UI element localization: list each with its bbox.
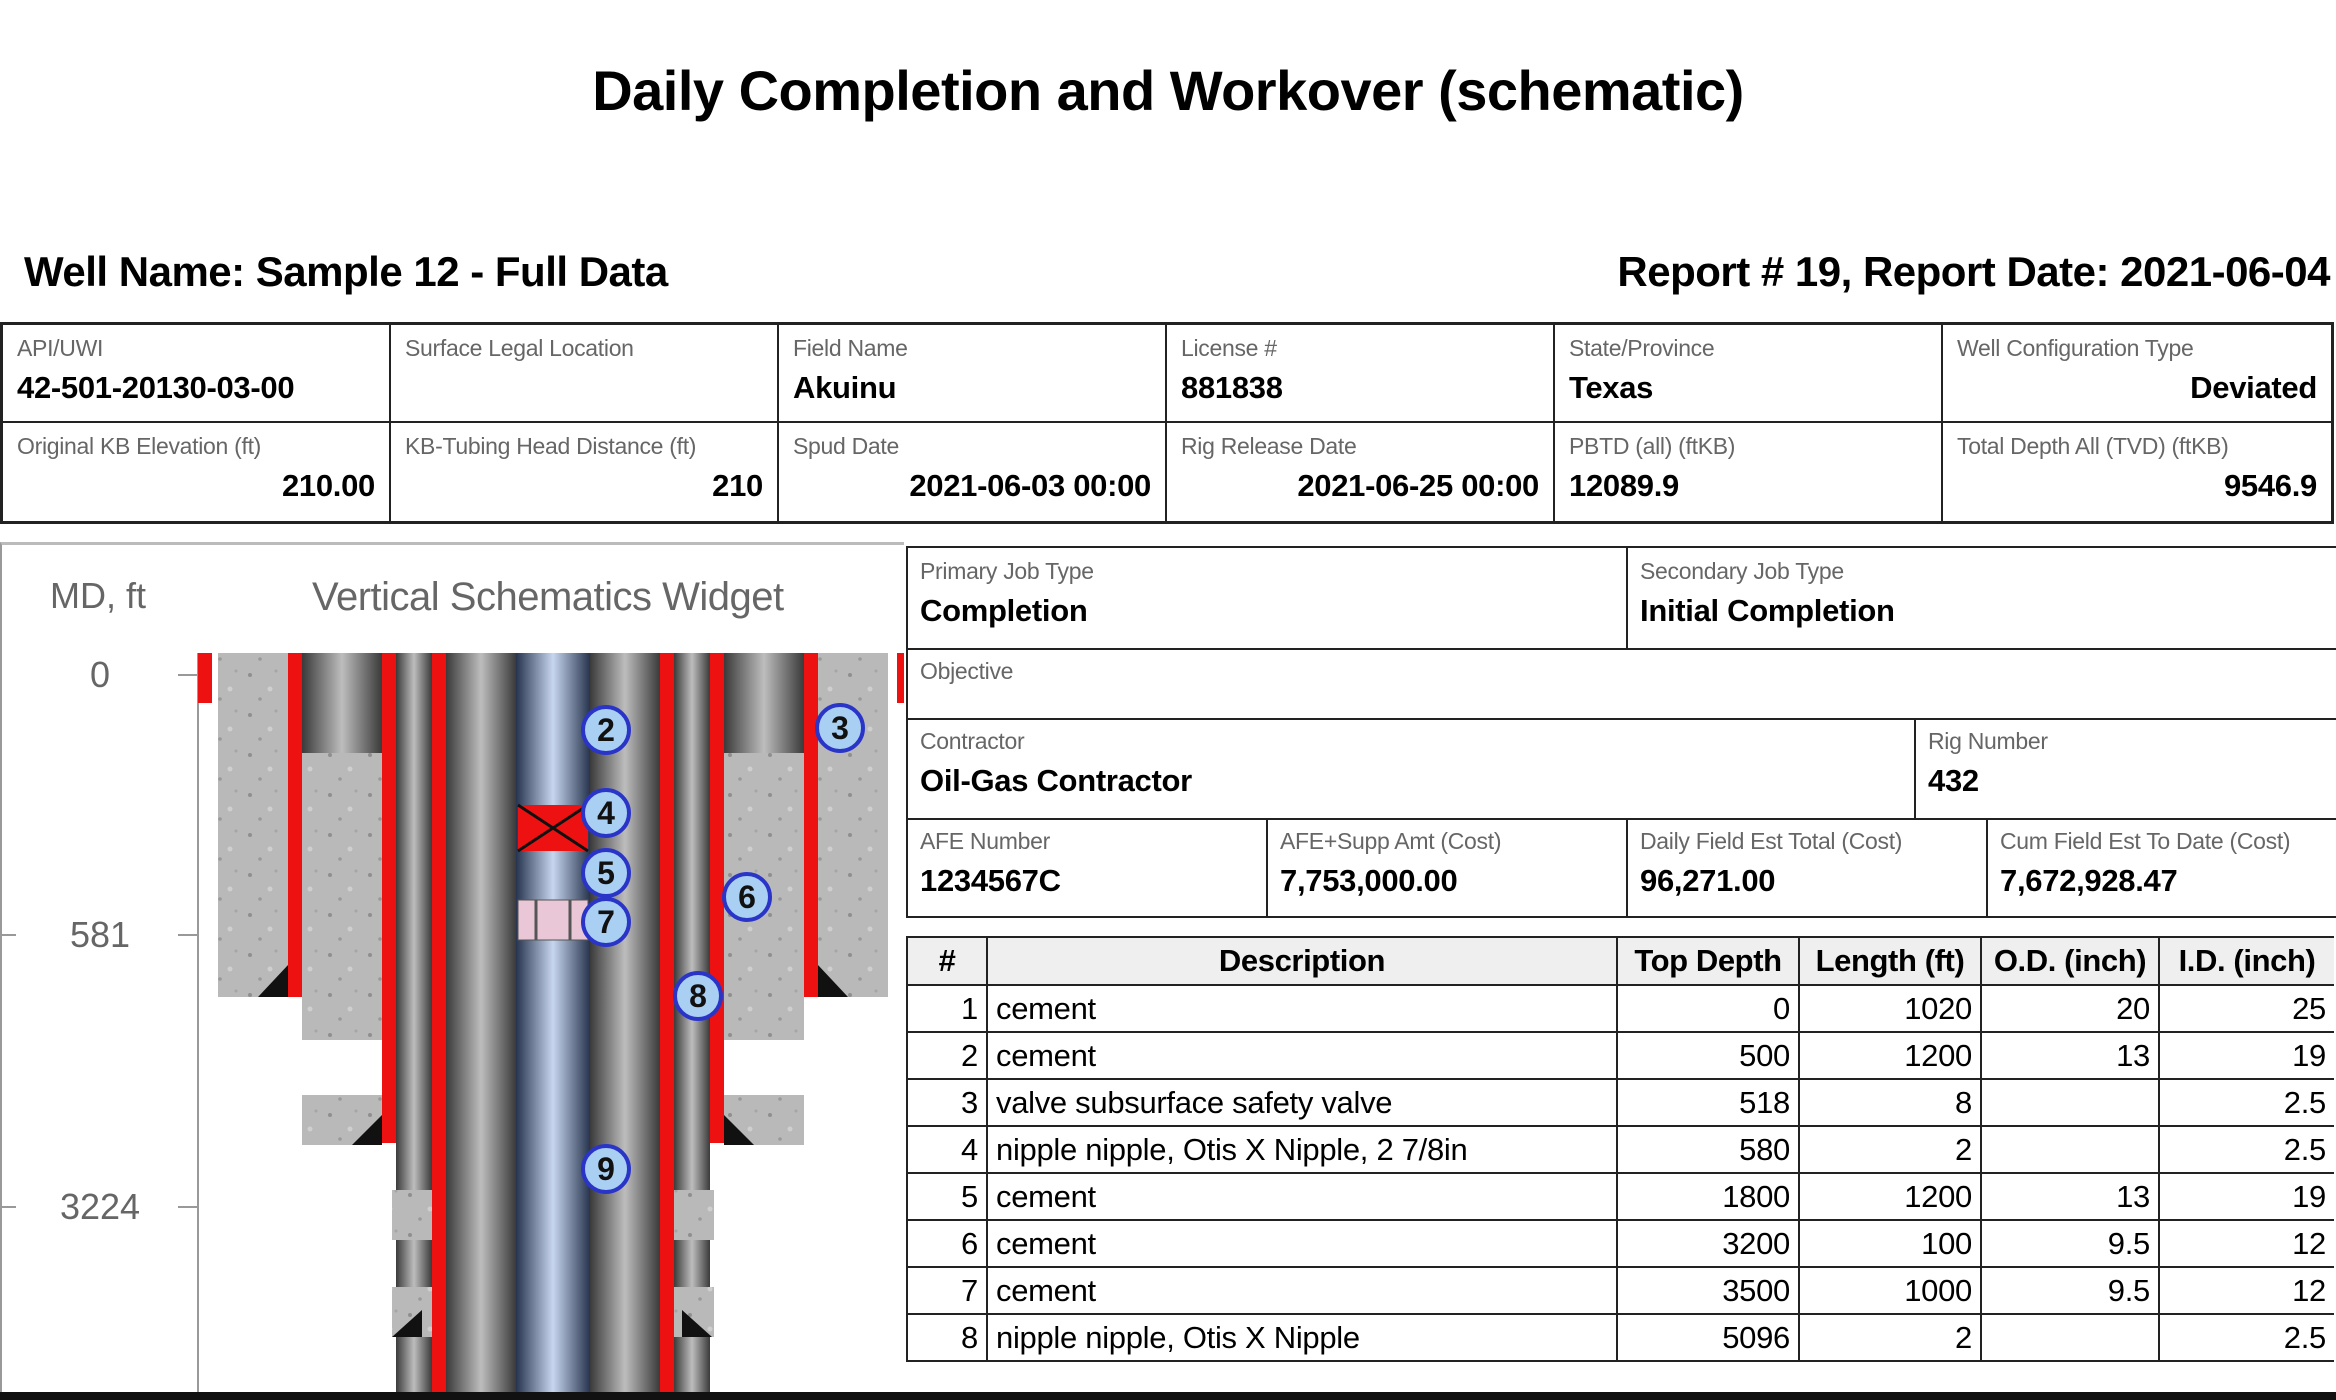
table-cell: 2 bbox=[1799, 1314, 1981, 1361]
header-cell-value: Deviated bbox=[2190, 370, 2317, 405]
conductor-top-right bbox=[897, 653, 904, 703]
header-cell-field-name bbox=[779, 325, 1167, 423]
header-cell-label: API/UWI bbox=[17, 335, 104, 361]
table-header-cell: Description bbox=[987, 937, 1617, 985]
table-cell: 4 bbox=[907, 1126, 987, 1173]
svg-text:5: 5 bbox=[597, 855, 615, 891]
table-cell: 1800 bbox=[1617, 1173, 1799, 1220]
well-name: Well Name: Sample 12 - Full Data bbox=[24, 248, 668, 295]
table-cell: 20 bbox=[1981, 985, 2159, 1032]
table-cell: 2 bbox=[907, 1032, 987, 1079]
job-info-panel bbox=[906, 546, 2336, 918]
schematic-marker-4 bbox=[583, 790, 629, 836]
afe-supp-label: AFE+Supp Amt (Cost) bbox=[1280, 828, 1502, 854]
schematic-marker-8 bbox=[675, 973, 721, 1019]
wellbore-schematic bbox=[2, 545, 904, 1400]
header-cell-value: 881838 bbox=[1181, 370, 1283, 405]
table-cell: valve subsurface safety valve bbox=[987, 1079, 1617, 1126]
page-bottom-rule bbox=[0, 1392, 2336, 1400]
svg-text:8: 8 bbox=[689, 978, 707, 1014]
table-cell: 12 bbox=[2159, 1220, 2334, 1267]
tubing-string bbox=[516, 653, 590, 1400]
table-cell: 13 bbox=[1981, 1173, 2159, 1220]
svg-text:7: 7 bbox=[597, 904, 615, 940]
report-title: Daily Completion and Workover (schematic) bbox=[592, 59, 1744, 122]
svg-text:2: 2 bbox=[597, 712, 615, 748]
table-header-cell: Top Depth bbox=[1617, 937, 1799, 985]
table-cell: 13 bbox=[1981, 1032, 2159, 1079]
header-cell-spud-date bbox=[779, 423, 1167, 521]
vertical-schematics-widget bbox=[0, 542, 904, 1400]
header-cell-label: State/Province bbox=[1569, 335, 1715, 361]
table-cell: 7 bbox=[907, 1267, 987, 1314]
header-cell-value: 42-501-20130-03-00 bbox=[17, 370, 295, 405]
depth-tick-label: 581 bbox=[69, 914, 131, 955]
table-cell: cement bbox=[987, 1220, 1617, 1267]
table-row bbox=[907, 1079, 2334, 1126]
schematic-marker-3 bbox=[817, 705, 863, 751]
table-cell: nipple nipple, Otis X Nipple, 2 7/8in bbox=[987, 1126, 1617, 1173]
table-cell: cement bbox=[987, 1267, 1617, 1314]
schematic-marker-9 bbox=[583, 1146, 629, 1192]
header-cell-api-uwi bbox=[3, 325, 391, 423]
cum-field-est-label: Cum Field Est To Date (Cost) bbox=[2000, 828, 2291, 854]
header-cell-surface-legal-location bbox=[391, 325, 779, 423]
table-cell: nipple nipple, Otis X Nipple bbox=[987, 1314, 1617, 1361]
md-axis-label: MD, ft bbox=[50, 575, 146, 616]
well-header-grid bbox=[0, 322, 2334, 524]
table-row bbox=[907, 1267, 2334, 1314]
table-cell: 100 bbox=[1799, 1220, 1981, 1267]
outer-cement-right bbox=[818, 653, 888, 997]
table-cell: 500 bbox=[1617, 1032, 1799, 1079]
table-cell: 9.5 bbox=[1981, 1267, 2159, 1314]
afe-number-value: 1234567C bbox=[920, 863, 1061, 898]
table-cell: cement bbox=[987, 1032, 1617, 1079]
table-header-cell: # bbox=[907, 937, 987, 985]
afe-supp-value: 7,753,000.00 bbox=[1280, 863, 1458, 898]
svg-text:4: 4 bbox=[597, 795, 615, 831]
table-row bbox=[907, 1173, 2334, 1220]
table-cell bbox=[1981, 1126, 2159, 1173]
components-table bbox=[906, 936, 2334, 1362]
table-row bbox=[907, 1126, 2334, 1173]
svg-text:6: 6 bbox=[738, 879, 756, 915]
header-cell-kb-tubing-head-distance-ft bbox=[391, 423, 779, 521]
header-cell-license bbox=[1167, 325, 1555, 423]
contractor-value: Oil-Gas Contractor bbox=[920, 763, 1192, 798]
header-cell-original-kb-elevation-ft bbox=[3, 423, 391, 521]
header-cell-rig-release-date bbox=[1167, 423, 1555, 521]
table-cell bbox=[1981, 1079, 2159, 1126]
daily-field-est-label: Daily Field Est Total (Cost) bbox=[1640, 828, 1903, 854]
intermediate-cement-left bbox=[302, 750, 382, 1040]
nipple bbox=[518, 900, 588, 940]
table-cell: 19 bbox=[2159, 1173, 2334, 1220]
header-cell-value: Texas bbox=[1569, 370, 1654, 405]
schematic-marker-2 bbox=[583, 707, 629, 753]
header-cell-value: 12089.9 bbox=[1569, 468, 1679, 503]
header-cell-value: 2021-06-25 00:00 bbox=[1297, 468, 1539, 503]
header-cell-value: 2021-06-03 00:00 bbox=[909, 468, 1151, 503]
daily-field-est-value: 96,271.00 bbox=[1640, 863, 1776, 898]
secondary-job-type-value: Initial Completion bbox=[1640, 593, 1895, 628]
primary-job-type-value: Completion bbox=[920, 593, 1088, 628]
table-cell: 6 bbox=[907, 1220, 987, 1267]
depth-tick-label: 0 bbox=[89, 654, 111, 695]
header-cell-label: PBTD (all) (ftKB) bbox=[1569, 433, 1736, 459]
table-cell: 1200 bbox=[1799, 1173, 1981, 1220]
table-row bbox=[907, 1032, 2334, 1079]
conductor-top-left bbox=[198, 653, 212, 703]
schematic-marker-5 bbox=[583, 850, 629, 896]
table-cell: 2 bbox=[1799, 1126, 1981, 1173]
table-cell: 19 bbox=[2159, 1032, 2334, 1079]
table-cell: 8 bbox=[1799, 1079, 1981, 1126]
objective-label: Objective bbox=[920, 658, 1014, 684]
table-cell: 3200 bbox=[1617, 1220, 1799, 1267]
rig-number-label: Rig Number bbox=[1928, 728, 2048, 754]
header-cell-label: Total Depth All (TVD) (ftKB) bbox=[1957, 433, 2229, 459]
table-cell: 2.5 bbox=[2159, 1314, 2334, 1361]
cum-field-est-value: 7,672,928.47 bbox=[2000, 863, 2178, 898]
header-cell-value: 210.00 bbox=[281, 468, 375, 503]
table-cell: 580 bbox=[1617, 1126, 1799, 1173]
header-cell-label: Field Name bbox=[793, 335, 908, 361]
header-cell-label: KB-Tubing Head Distance (ft) bbox=[405, 433, 697, 459]
table-header-cell: O.D. (inch) bbox=[1981, 937, 2159, 985]
table-header-cell: Length (ft) bbox=[1799, 937, 1981, 985]
schematic-title: Vertical Schematics Widget bbox=[312, 575, 784, 619]
header-cell-total-depth-all-tvd-ftkb bbox=[1943, 423, 2331, 521]
header-cell-well-configuration-type bbox=[1943, 325, 2331, 423]
table-cell: 8 bbox=[907, 1314, 987, 1361]
table-cell: 0 bbox=[1617, 985, 1799, 1032]
schematic-marker-6 bbox=[724, 874, 770, 920]
table-row bbox=[907, 1220, 2334, 1267]
rig-number-value: 432 bbox=[1928, 763, 1979, 798]
header-cell-value: Akuinu bbox=[793, 370, 897, 405]
primary-job-type-label: Primary Job Type bbox=[920, 558, 1094, 584]
table-cell: 25 bbox=[2159, 985, 2334, 1032]
secondary-job-type-label: Secondary Job Type bbox=[1640, 558, 1844, 584]
table-cell: 1 bbox=[907, 985, 987, 1032]
table-cell: 2.5 bbox=[2159, 1079, 2334, 1126]
header-cell-label: Spud Date bbox=[793, 433, 899, 459]
header-cell-label: License # bbox=[1181, 335, 1277, 361]
header-cell-value: 9546.9 bbox=[2223, 468, 2317, 503]
table-cell: 9.5 bbox=[1981, 1220, 2159, 1267]
table-cell: 1020 bbox=[1799, 985, 1981, 1032]
header-cell-value: 210 bbox=[712, 468, 763, 503]
table-cell: 1000 bbox=[1799, 1267, 1981, 1314]
table-row bbox=[907, 1314, 2334, 1361]
table-cell: cement bbox=[987, 1173, 1617, 1220]
table-cell: 5096 bbox=[1617, 1314, 1799, 1361]
contractor-label: Contractor bbox=[920, 728, 1025, 754]
table-cell: 1200 bbox=[1799, 1032, 1981, 1079]
svg-text:3: 3 bbox=[831, 710, 849, 746]
table-cell: 518 bbox=[1617, 1079, 1799, 1126]
afe-number-label: AFE Number bbox=[920, 828, 1050, 854]
table-header-cell: I.D. (inch) bbox=[2159, 937, 2334, 985]
header-cell-state-province bbox=[1555, 325, 1943, 423]
header-cell-label: Rig Release Date bbox=[1181, 433, 1357, 459]
schematic-marker-7 bbox=[583, 899, 629, 945]
table-row bbox=[907, 985, 2334, 1032]
components-table-wrapper bbox=[906, 936, 2334, 1400]
table-cell: 12 bbox=[2159, 1267, 2334, 1314]
header-cell-label: Surface Legal Location bbox=[405, 335, 634, 361]
outer-cement-left bbox=[218, 653, 288, 997]
table-cell: 2.5 bbox=[2159, 1126, 2334, 1173]
table-cell: 5 bbox=[907, 1173, 987, 1220]
table-cell: 3 bbox=[907, 1079, 987, 1126]
header-cell-pbtd-all-ftkb bbox=[1555, 423, 1943, 521]
header-cell-label: Original KB Elevation (ft) bbox=[17, 433, 262, 459]
table-cell bbox=[1981, 1314, 2159, 1361]
report-number-date: Report # 19, Report Date: 2021-06-04 bbox=[1617, 248, 2330, 295]
header-cell-label: Well Configuration Type bbox=[1957, 335, 2194, 361]
depth-tick-label: 3224 bbox=[59, 1186, 141, 1227]
table-cell: 3500 bbox=[1617, 1267, 1799, 1314]
svg-text:9: 9 bbox=[597, 1151, 615, 1187]
table-cell: cement bbox=[987, 985, 1617, 1032]
